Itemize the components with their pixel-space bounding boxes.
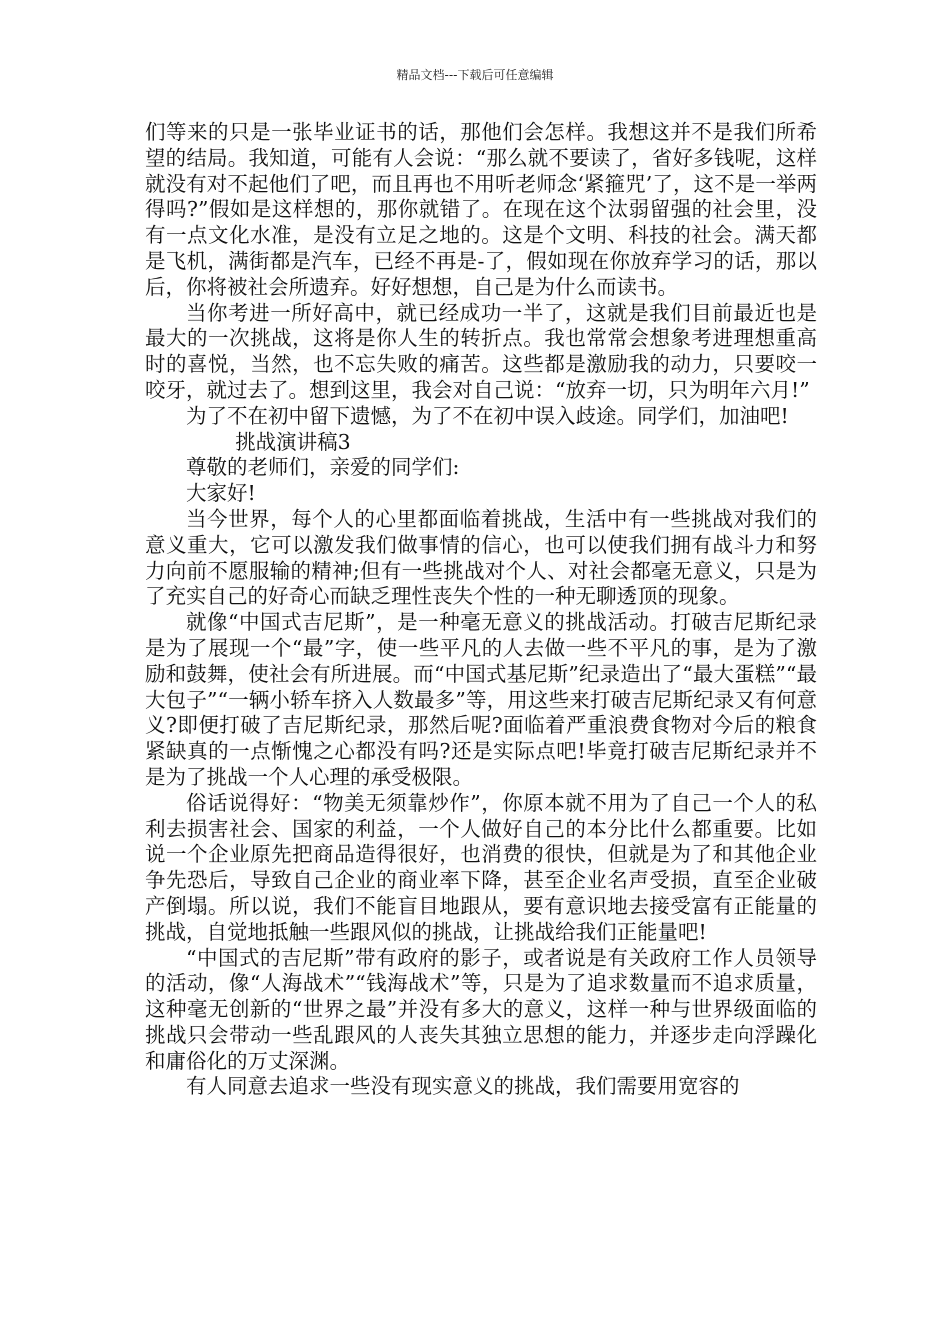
paragraph-8: 就像“中国式吉尼斯”，是一种毫无意义的挑战活动。打破吉尼斯纪录是为了展现一个“最”字，使一些平凡的人去做一些不平凡的事，是为了激励和鼓舞，使社会有所进展。而“中国式基尼斯”纪录造出了“最大蛋糕”“最大包子”“一辆小轿车挤入人数最多”等，用这些来打破吉尼斯纪录又有何意义?即便打破了吉尼斯纪录，那然后呢?面临着严重浪费食物对今后的粮食紧缺真的一点惭愧之心都没有吗?还是实际点吧!毕竟打破吉尼斯纪录并不是为了挑战一个人心理的承受极限。 [145, 610, 817, 789]
page-header: 精品文档---下载后可任意编辑 [396, 68, 554, 82]
salutation: 尊敬的老师们，亲爱的同学们: [186, 455, 460, 480]
paragraph-1: 们等来的只是一张毕业证书的话，那他们会怎样。我想这并不是我们所希望的结局。我知道，可能有人会说：“那么就不要读了，省好多钱呢，这样就没有对不起他们了吧，而且再也不用听老师念‘紧箍咒’了，这不是一举两得吗?”假如是这样想的，那你就错了。在现在这个汰弱留强的社会里，没有一点文化水准，是没有立足之地的。这是个文明、科技的社会。满天都是飞机，满街都是汽车，已经不再是-了，假如现在你放弃学习的话，那以后，你将被社会所遗弃。好好想想，自己是为什么而读书。 [145, 120, 817, 299]
paragraph-9: 俗话说得好：“物美无须靠炒作”，你原本就不用为了自己一个人的私利去损害社会、国家的利益，一个人做好自己的本分比什么都重要。比如说一个企业原先把商品造得很好，也消费的很快，但就是为了和其他企业争先恐后，导致自己企业的商业率下降，甚至企业名声受损，直至企业破产倒塌。所以说，我们不能盲目地跟从，要有意识地去接受富有正能量的挑战，自觉地抵触一些跟风似的挑战，让挑战给我们正能量吧! [145, 790, 817, 944]
section-heading: 挑战演讲稿3 [235, 429, 351, 454]
paragraph-10: “中国式的吉尼斯”带有政府的影子，或者说是有关政府工作人员领导的活动，像“人海战术”“钱海战术”等，只是为了追求数量而不追求质量，这种毫无创新的“世界之最”并没有多大的意义，这样一种与世界级面临的挑战只会带动一些乱跟风的人丧失其独立思想的能力，并逐步走向浮躁化和庸俗化的万丈深渊。 [145, 945, 817, 1073]
document-body [145, 120, 817, 1100]
paragraph-2: 当你考进一所好高中，就已经成功一半了，这就是我们目前最近也是最大的一次挑战，这将是你人生的转折点。我也常常会想象考进理想重高时的喜悦，当然，也不忘失败的痛苦。这些都是激励我的动力，只要咬一咬牙，就过去了。想到这里，我会对自己说：“放弃一切，只为明年六月!” [145, 300, 817, 402]
greeting: 大家好! [186, 481, 256, 506]
paragraph-3: 为了不在初中留下遗憾，为了不在初中误入歧途。同学们，加油吧! [186, 403, 789, 428]
paragraph-7: 当今世界，每个人的心里都面临着挑战，生活中有一些挑战对我们的意义重大，它可以激发我们做事情的信心，也可以使我们拥有战斗力和努力向前不愿服输的精神;但有一些挑战对个人、对社会都毫无意义，只是为了充实自己的好奇心而缺乏理性丧失个性的一种无聊透顶的现象。 [145, 506, 817, 609]
paragraph-11: 有人同意去追求一些没有现实意义的挑战，我们需要用宽容的 [186, 1074, 740, 1099]
